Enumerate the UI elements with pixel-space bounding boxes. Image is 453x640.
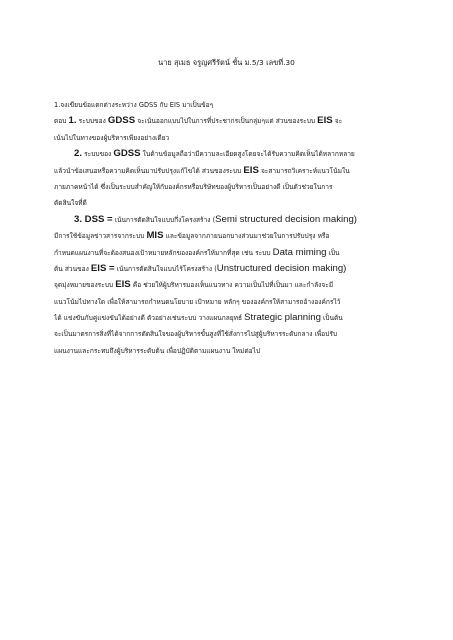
answer-3-line-9: แผนงานและกระทบถึงผู้บริหารระดับต้น เพื่อปฏิบัติตามแผนงาน ใหม่ต่อไป xyxy=(54,346,261,355)
item-number: 1. xyxy=(68,115,77,127)
answer-3-line-3: กำหนดแผนงานที่จะต้องสนองเป้าหมายหลักขององค์กรให้มากที่สุด เช่น ระบบ Data miming เป็น xyxy=(54,246,340,258)
item-number: 2. xyxy=(74,148,83,160)
answer-3-line-8: จะเป็นมาตรการสิ่งที่ได้จากการตัดสินใจของผู้บริหารขั้นสูงที่ใช้สั่งการไปสู่ผู้บริหารระดับกลาง เพื่อปรับ xyxy=(54,330,338,339)
answer-2-line-2: แล้วนำข้อเสนอหรือความคิดเห็นมาปรับปรุงแก้ไขได้ ส่วนของระบบ EIS จะสามารถวิเคราะห์แนวโน้มใน xyxy=(54,164,350,176)
answer-3-line-5: จุดมุ่งหมายของระบบ EIS คือ ช่วยให้ผู้บริหารมองเห็นแนวทาง ความเป็นไปที่เป็นมา และกำลังจะมี xyxy=(54,279,334,291)
term-eis: EIS xyxy=(243,164,259,176)
answer-1-line-1: ตอบ 1. ระบบของ GDSS จะเน้นออกแบบไปในการที่ประชากรเป็นกลุ่มๆแต่ ส่วนของระบบ EIS จะ xyxy=(54,115,343,127)
term-dss: 3. DSS = xyxy=(74,213,113,225)
term-eis: EIS xyxy=(115,279,131,291)
author-header: นาย สุเมธ จรูญศรีรัตน์ ชั้น ม.5/3 เลขที่.30 xyxy=(158,58,295,67)
term-eis: EIS = xyxy=(90,262,115,274)
answer-2-line-3: ภายภาคหน้าได้ ซึ่งเป็นระบบสำคัญให้กับองค์กรหรือบริษัทของผู้บริหารเป็นอย่างดี เป็นตัวช่วยในการ xyxy=(54,182,333,191)
term-mis: MIS xyxy=(146,230,164,242)
term-unstructured: Unstructured decision making) xyxy=(216,262,347,274)
answer-3-line-6: แนวโน้มไปทางใด เพื่อให้สามารถกำหนดนโยบาย เป้าหมาย หลักๆ ขององค์กรให้สามารถอ้างองค์กรไว้ xyxy=(54,297,341,306)
answer-1-line-2: เน้นไปในทางของผู้บริหารเพียงอย่างเดียว xyxy=(54,133,170,142)
term-gdss: GDSS xyxy=(113,148,141,160)
answer-2-line-4: ตัดสินใจที่ดี xyxy=(54,199,87,208)
document-body xyxy=(54,97,402,359)
answer-3-line-7: ได้ แข่งขันกับคู่แข่งขันได้อย่างดี ตัวอย่างเช่นระบบ วางแผนกลยุทธ์ Strategic planning เป็นต้น xyxy=(54,312,343,324)
term-data-miming: Data miming xyxy=(272,246,327,258)
term-semi-structured: Semi structured decision making) xyxy=(215,213,357,225)
answer-3-line-4: ต้น ส่วนของ EIS = เน้นการตัดสินใจแบบไร้โครงสร้าง (Unstructured decision making) xyxy=(54,262,347,274)
answer-label: ตอบ xyxy=(54,117,67,126)
question-line: 1.จงเขียนข้อแตกต่างระหว่าง GDSS กับ EIS มาเป็นข้อๆ xyxy=(54,101,214,109)
term-strategic-planning: Strategic planning xyxy=(244,312,321,324)
answer-3-line-2: มีการใช้ข้อมูลข่าวสารจากระบบ MIS และข้อมูลจากภายนอกบางส่วนมาช่วยในการปรับปรุง หรือ xyxy=(54,230,330,242)
answer-3-line-1: 3. DSS = เน้นการตัดสินใจแบบกึ่งโครงสร้าง (Semi structured decision making) xyxy=(74,213,357,225)
term-gdss: GDSS xyxy=(107,115,136,127)
answer-2-line-1: 2. ระบบของ GDSS ในด้านข้อมูลถือว่ามีความละเอียดสูงโดยจะได้รับความคิดเห็นได้หลากหลาย xyxy=(74,148,355,160)
term-eis: EIS xyxy=(317,115,333,127)
